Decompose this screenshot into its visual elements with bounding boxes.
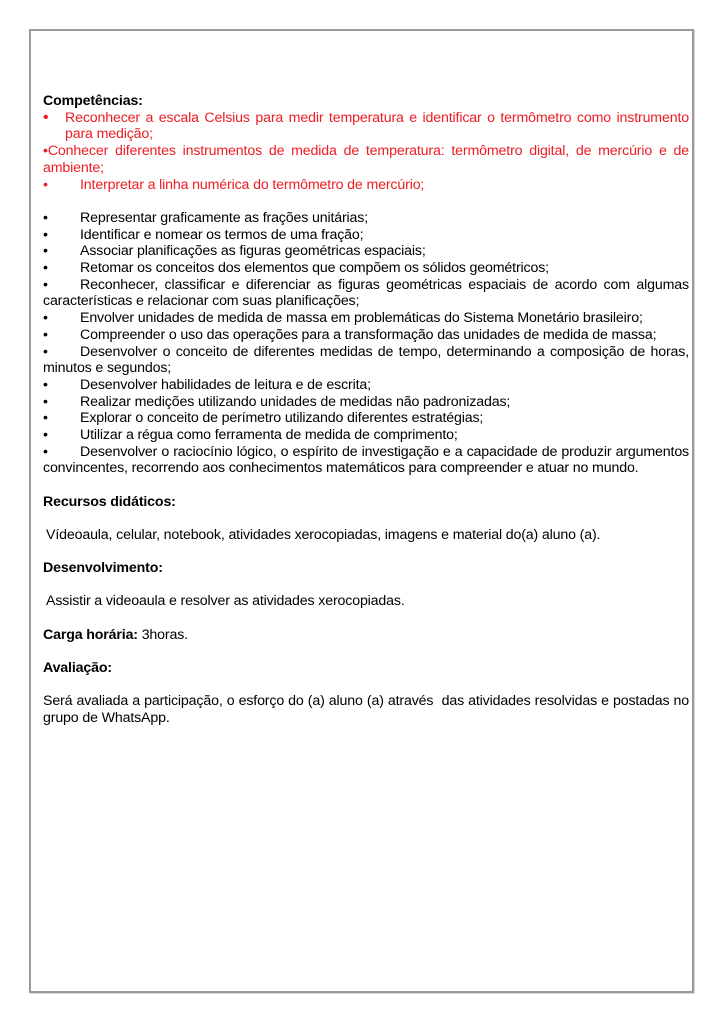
bullet-icon: • xyxy=(43,243,48,260)
spacer xyxy=(43,577,689,594)
competencia-item: • Reconhecer, classificar e diferenciar as figuras geométricas espaciais de acordo com algumas características e relacionar com suas planificações; xyxy=(43,276,689,310)
spacer xyxy=(43,610,689,627)
competencia-item: • Envolver unidades de medida de massa em problemáticas do Sistema Monetário brasileiro; xyxy=(43,310,643,327)
bullet-icon: • xyxy=(43,393,48,410)
bullet-icon: • xyxy=(43,427,48,444)
bullet-icon: • xyxy=(43,343,48,360)
bullet-icon: • xyxy=(43,376,48,393)
avaliacao-text: Será avaliada a participação, o esforço do (a) aluno (a) através das atividades resolvidas e postadas no grupo de WhatsApp. xyxy=(43,693,693,726)
competencia-item: • Realizar medições utilizando unidades de medidas não padronizadas; xyxy=(43,393,511,410)
competencia-item: • Retomar os conceitos dos elementos que compõem os sólidos geométricos; xyxy=(43,260,549,277)
competencia-item: • Desenvolver o raciocínio lógico, o espírito de investigação e a capacidade de produzir argumentos convincentes, recorrendo aos conhecimentos matemáticos para compreender e atuar no mundo. xyxy=(43,443,689,477)
competencia-red-item: • Interpretar a linha numérica do termômetro de mercúrio; xyxy=(43,176,425,193)
competencia-item: • Utilizar a régua como ferramenta de medida de comprimento; xyxy=(43,427,458,444)
bullet-icon: • xyxy=(43,310,48,327)
bullet-icon: • xyxy=(43,176,48,193)
spacer xyxy=(43,544,689,561)
competencia-item: • Explorar o conceito de perímetro utilizando diferentes estratégias; xyxy=(43,410,484,427)
bullet-icon: • xyxy=(43,209,48,226)
competencia-red-item: •Conhecer diferentes instrumentos de medida de temperatura: termômetro digital, de mercúrio e de ambiente; xyxy=(43,143,689,176)
spacer xyxy=(43,643,689,660)
bullet-icon: • xyxy=(43,443,48,460)
recursos-heading: Recursos didáticos: xyxy=(43,493,176,510)
spacer xyxy=(43,193,689,210)
carga-horaria xyxy=(43,627,689,644)
carga-horaria-value: 3horas. xyxy=(141,626,188,643)
document-content xyxy=(43,93,693,726)
spacer xyxy=(43,677,689,694)
spacer xyxy=(43,477,689,494)
competencia-red-item: • Reconhecer a escala Celsius para medir temperatura e identificar o termômetro como instrumento para medição; xyxy=(43,108,689,143)
spacer xyxy=(43,511,689,528)
bullet-icon: • xyxy=(43,260,48,277)
bullet-icon: • xyxy=(43,326,48,343)
desenvolvimento-text: Assistir a videoaula e resolver as atividades xerocopiadas. xyxy=(46,593,405,610)
bullet-icon: • xyxy=(43,108,49,126)
carga-horaria-label: Carga horária: xyxy=(43,626,138,643)
competencia-item: • Desenvolver habilidades de leitura e de escrita; xyxy=(43,376,371,393)
competencias-heading: Competências: xyxy=(43,93,143,109)
competencia-item: • Identificar e nomear os termos de uma fração; xyxy=(43,226,364,243)
competencia-item: • Associar planificações as figuras geométricas espaciais; xyxy=(43,243,426,260)
bullet-icon: • xyxy=(43,226,48,243)
competencia-item: • Compreender o uso das operações para a transformação das unidades de medida de massa; xyxy=(43,326,657,343)
bullet-icon: • xyxy=(43,143,48,160)
competencia-item: • Desenvolver o conceito de diferentes medidas de tempo, determinando a composição de horas, minutos e segundos; xyxy=(43,343,689,377)
bullet-icon: • xyxy=(43,410,48,427)
avaliacao-heading: Avaliação: xyxy=(43,659,112,676)
desenvolvimento-heading: Desenvolvimento: xyxy=(43,560,163,577)
competencia-item: • Representar graficamente as frações unitárias; xyxy=(43,209,369,226)
recursos-text: Vídeoaula, celular, notebook, atividades xerocopiadas, imagens e material do(a) aluno (a). xyxy=(46,527,601,544)
bullet-icon: • xyxy=(43,276,48,293)
